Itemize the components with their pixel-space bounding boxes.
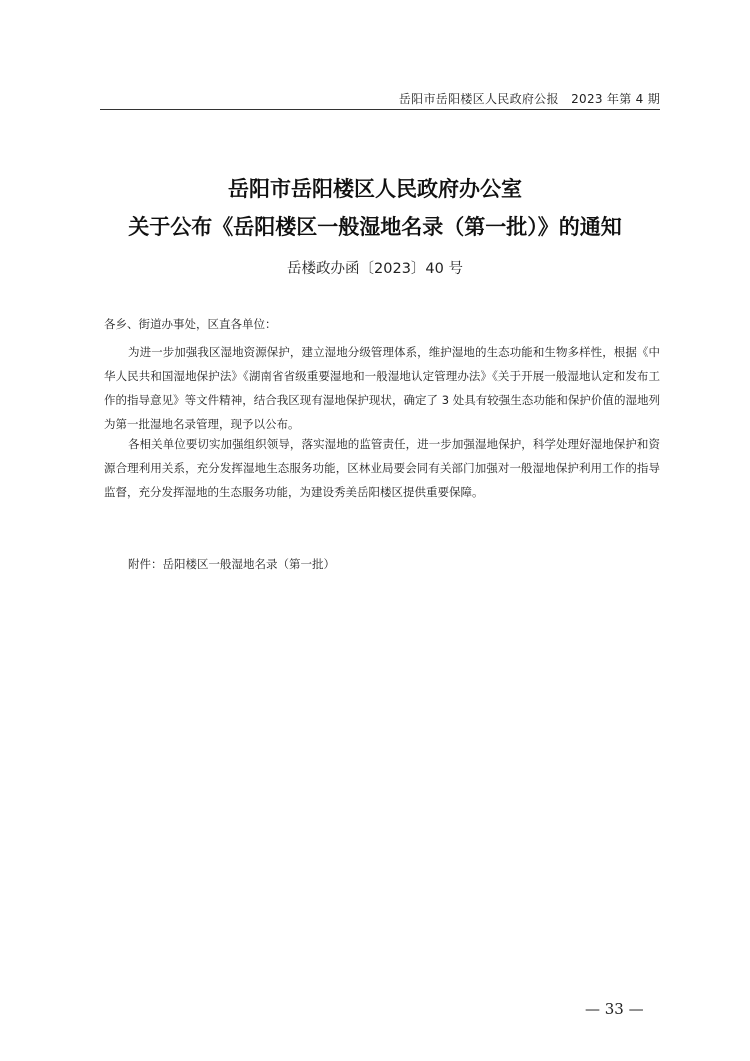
bulletin-header	[100, 90, 660, 108]
body-paragraph-1: 为进一步加强我区湿地资源保护，建立湿地分级管理体系，维护湿地的生态功能和生物多样性，根据《中华人民共和国湿地保护法》《湖南省省级重要湿地和一般湿地认定管理办法》《关于开展一般湿地认定和发布工作的指导意见》等文件精神，结合我区现有湿地保护现状，确定了 3 处具有较强生态功能和保护价值的湿地列为第一批湿地名录管理，现予以公布。	[104, 345, 660, 431]
body-paragraph-2: 各相关单位要切实加强组织领导，落实湿地的监管责任，进一步加强湿地保护，科学处理好湿地保护和资源合理利用关系，充分发挥湿地生态服务功能，区林业局要会同有关部门加强对一般湿地保护利用工作的指导监督，充分发挥湿地的生态服务功能，为建设秀美岳阳楼区提供重要保障。	[104, 437, 660, 499]
addressee: 各乡、街道办事处，区直各单位：	[104, 317, 277, 331]
document-title-line-1: 岳阳市岳阳楼区人民政府办公室	[228, 176, 522, 201]
bulletin-header-text: 岳阳市岳阳楼区人民政府公报 2023 年第 4 期	[398, 92, 660, 106]
header-divider	[100, 109, 660, 110]
document-title-line-2: 关于公布《岳阳楼区一般湿地名录（第一批）》的通知	[128, 214, 622, 239]
page-number: — 33 —	[585, 1000, 644, 1018]
document-number: 岳楼政办函〔2023〕40 号	[287, 261, 463, 277]
attachment-line: 附件：岳阳楼区一般湿地名录（第一批）	[128, 557, 335, 571]
